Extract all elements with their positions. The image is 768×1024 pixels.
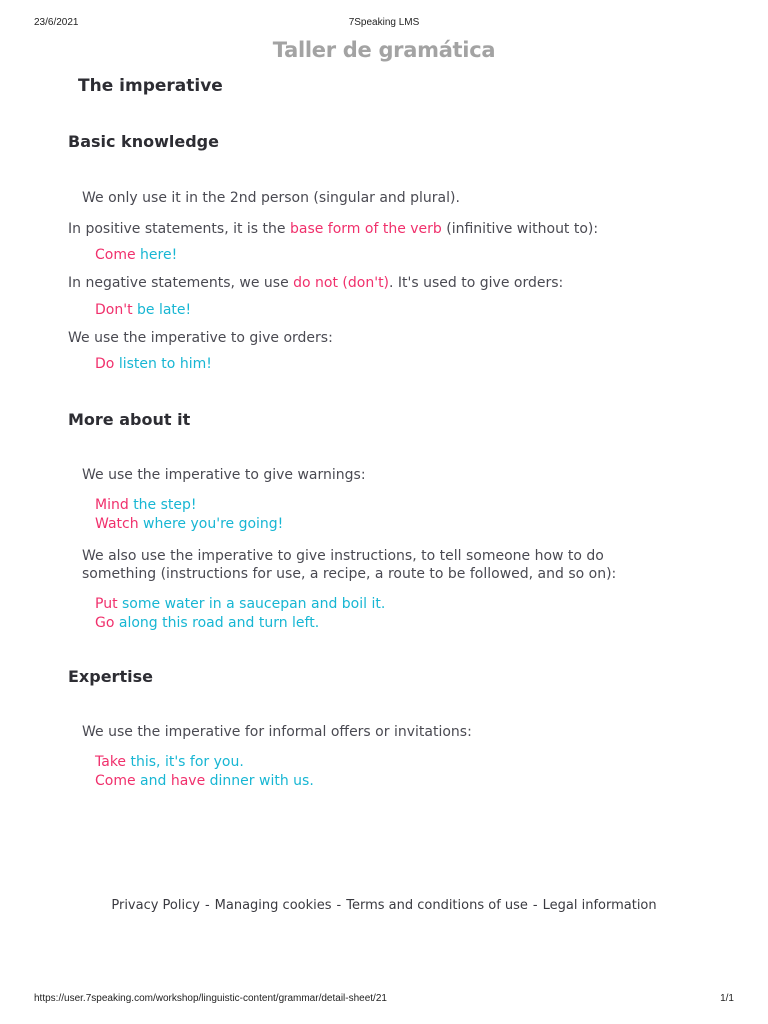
managing-cookies-link[interactable]: Managing cookies (214, 898, 332, 913)
section-heading: More about it (68, 410, 191, 429)
link-separator: - (204, 898, 210, 913)
highlight-term: base form of the verb (289, 221, 442, 237)
footer-links (0, 898, 768, 913)
example-sentence (95, 246, 177, 265)
example-rest: the step! (133, 497, 197, 513)
example-sentence (95, 301, 191, 320)
example-rest: dinner with us. (209, 773, 314, 789)
print-header (0, 17, 768, 31)
legal-information-link[interactable]: Legal information (542, 898, 657, 913)
link-separator: - (532, 898, 538, 913)
example-verb: Go (95, 615, 115, 631)
example-verb: have (170, 773, 206, 789)
print-page-number: 1/1 (720, 993, 734, 1004)
example-rest: listen to him! (118, 356, 212, 372)
section-heading: Expertise (68, 667, 153, 686)
example-sentence (95, 772, 314, 791)
example-verb: Come (95, 247, 136, 263)
section-expertise (68, 667, 708, 789)
example-sentence (95, 595, 385, 614)
example-rest: some water in a saucepan and boil it. (122, 596, 386, 612)
example-rest: this, it's for you. (130, 754, 244, 770)
print-footer (0, 993, 768, 1007)
example-verb: Watch (95, 516, 139, 532)
negative-statement-text (68, 274, 563, 292)
offers-text: We use the imperative for informal offers or invitations: (82, 724, 472, 740)
warnings-text: We use the imperative to give warnings: (82, 467, 366, 483)
example-verb: Don't (95, 302, 133, 318)
example-verb: Come (95, 773, 136, 789)
privacy-policy-link[interactable]: Privacy Policy (111, 898, 200, 913)
intro-text: We only use it in the 2nd person (singular and plural). (82, 190, 460, 206)
example-sentence (95, 614, 319, 633)
text-span: In negative statements, we use (68, 275, 294, 291)
positive-statement-text (68, 220, 598, 238)
text-span: (infinitive without to): (441, 221, 599, 237)
section-basic-knowledge (68, 132, 708, 372)
example-connector: and (140, 773, 167, 789)
section-more-about-it (68, 410, 708, 631)
example-verb: Mind (95, 497, 129, 513)
lesson-title: The imperative (78, 76, 223, 96)
example-rest: be late! (137, 302, 192, 318)
link-separator: - (336, 898, 342, 913)
example-verb: Put (95, 596, 118, 612)
example-sentence (95, 753, 244, 772)
orders-text: We use the imperative to give orders: (68, 330, 333, 346)
example-sentence (95, 355, 212, 374)
text-span: . It's used to give orders: (389, 275, 564, 291)
terms-of-use-link[interactable]: Terms and conditions of use (346, 898, 528, 913)
example-rest: where you're going! (143, 516, 284, 532)
example-sentence (95, 515, 283, 534)
section-heading: Basic knowledge (68, 132, 219, 151)
highlight-term: do not (don't) (293, 275, 390, 291)
example-sentence (95, 496, 197, 515)
example-verb: Do (95, 356, 115, 372)
example-verb: Take (95, 754, 127, 770)
example-rest: along this road and turn left. (118, 615, 320, 631)
page-title: Taller de gramática (272, 38, 496, 62)
print-title: 7Speaking LMS (348, 17, 420, 28)
print-date: 23/6/2021 (34, 17, 79, 28)
instructions-text: We also use the imperative to give instructions, to tell someone how to do something (instructions for use, a recipe, a route to be followed, and so on): (82, 548, 617, 582)
example-rest: here! (140, 247, 178, 263)
text-span: In positive statements, it is the (68, 221, 290, 237)
print-url: https://user.7speaking.com/workshop/linguistic-content/grammar/detail-sheet/21 (34, 993, 387, 1004)
